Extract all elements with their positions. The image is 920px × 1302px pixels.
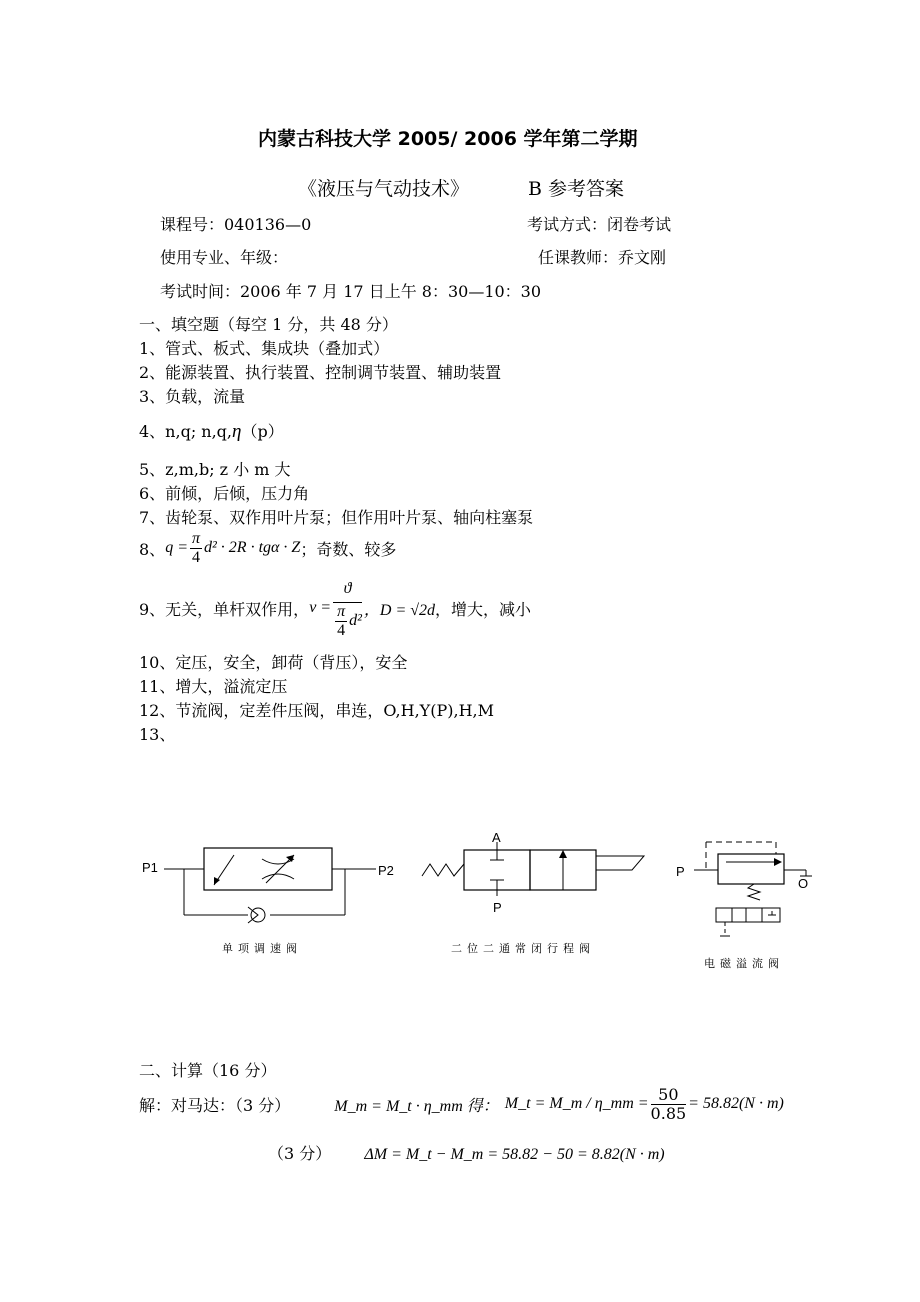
numerator: π xyxy=(191,529,200,547)
formula-q-lhs: q = xyxy=(165,539,188,556)
formula-q-rhs: d² · 2R · tgα · Z xyxy=(204,539,301,556)
denominator xyxy=(333,603,362,640)
answer-8-prefix: 8、 xyxy=(139,539,166,559)
inner-denominator: 4 xyxy=(337,622,346,639)
port-p1-label: P1 xyxy=(142,860,158,875)
answer-9-prefix: 9、无关，单杆双作用， xyxy=(139,599,310,619)
port-p-label: P xyxy=(676,864,685,879)
answer-9 xyxy=(139,572,531,644)
answer-6: 6、前倾，后倾，压力角 xyxy=(139,484,310,503)
answer-4-suffix: （p） xyxy=(241,422,284,441)
exam-time: 考试时间：2006 年 7 月 17 日上午 8：30—10：30 xyxy=(160,282,542,301)
eta-symbol: η xyxy=(232,421,242,442)
course-number: 课程号：040136—0 xyxy=(160,215,312,234)
two-way-travel-valve-diagram xyxy=(420,830,650,915)
answer-5: 5、z,m,b; z 小 m 大 xyxy=(139,460,291,479)
equation-mm: M_m = M_t · η_mm 得： xyxy=(334,1097,499,1115)
section1-heading: 一、填空题（每空 1 分，共 48 分） xyxy=(139,315,398,334)
answer-8 xyxy=(139,528,396,568)
fraction-pi-4 xyxy=(190,530,202,567)
answer-3: 3、负载，流量 xyxy=(139,387,246,406)
fraction-50-085 xyxy=(651,1086,687,1123)
solution-line-1 xyxy=(139,1080,784,1128)
answer-11: 11、增大，溢流定压 xyxy=(139,677,288,696)
teacher: 任课教师：乔文刚 xyxy=(538,248,667,267)
answer-9-suffix: ，增大，减小 xyxy=(435,599,532,619)
answer-4 xyxy=(139,419,284,443)
formula-v-lhs: v = xyxy=(309,599,332,616)
caption-speed-valve: 单项调速阀 xyxy=(222,942,302,955)
answer-12: 12、节流阀，定差件压阀，串连，O,H,Y(P),H,M xyxy=(139,701,494,720)
inner-numerator: π xyxy=(337,603,346,620)
answer-7: 7、齿轮泵、双作用叶片泵；但作用叶片泵、轴向柱塞泵 xyxy=(139,508,534,527)
answer-1: 1、管式、板式、集成块（叠加式） xyxy=(139,339,390,358)
one-way-speed-valve-diagram xyxy=(140,835,410,925)
denominator: 0.85 xyxy=(650,1103,687,1123)
answer-label: B 参考答案 xyxy=(528,178,625,200)
port-a-label: A xyxy=(492,830,501,845)
caption-relief-valve: 电磁溢流阀 xyxy=(704,957,784,970)
inner-fraction xyxy=(335,603,347,640)
denominator: 4 xyxy=(191,548,200,566)
port-o-label: O xyxy=(798,876,809,891)
equation-mt-lhs: M_t = M_m / η_mm = xyxy=(504,1095,649,1112)
equation-delta-m: ΔM = M_t − M_m = 58.82 − 50 = 8.82(N · m) xyxy=(364,1146,665,1163)
numerator: ϑ xyxy=(333,576,362,603)
major-grade: 使用专业、年级： xyxy=(160,248,289,267)
caption-travel-valve: 二位二通常闭行程阀 xyxy=(451,942,595,955)
answer-2: 2、能源装置、执行装置、控制调节装置、辅助装置 xyxy=(139,363,502,382)
inner-d: d² xyxy=(349,612,362,630)
exam-mode: 考试方式：闭卷考试 xyxy=(527,215,672,234)
equation-mt-rhs: = 58.82(N · m) xyxy=(688,1095,784,1112)
solution-prefix: 解：对马达：（3 分） xyxy=(139,1095,291,1115)
port-p-label: P xyxy=(493,900,502,915)
answer-4-prefix: 4、n,q; n,q, xyxy=(139,422,233,441)
section2-heading: 二、计算（16 分） xyxy=(139,1061,277,1080)
formula-D: ，D = √2d xyxy=(363,601,436,619)
document-title: 内蒙古科技大学 2005/ 2006 学年第二学期 xyxy=(258,128,638,150)
answer-10: 10、定压，安全，卸荷（背压），安全 xyxy=(139,653,408,672)
solenoid-relief-valve-diagram xyxy=(676,836,826,946)
port-p2-label: P2 xyxy=(378,863,394,878)
course-title: 《液压与气动技术》 xyxy=(298,178,470,200)
score-label: （3 分） xyxy=(268,1144,332,1163)
answer-8-suffix: ；奇数、较多 xyxy=(300,539,397,559)
fraction-v xyxy=(333,576,362,640)
numerator: 50 xyxy=(651,1086,687,1105)
answer-13: 13、 xyxy=(139,725,176,744)
solution-line-2 xyxy=(268,1141,665,1164)
